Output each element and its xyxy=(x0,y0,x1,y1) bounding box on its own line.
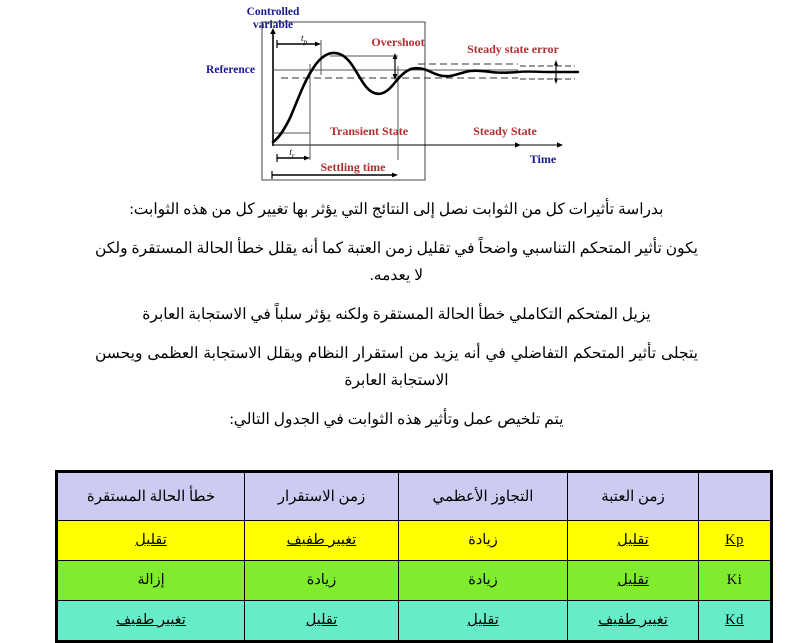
header-cell-settling-time: زمن الاستقرار xyxy=(245,472,399,521)
cell-kp-steady-state-error: تقليل xyxy=(57,521,245,561)
step-response-diagram xyxy=(0,0,793,190)
label-peak-time: $t_p$ xyxy=(301,33,308,46)
cell-kp-settling-time: تغيير طفيف xyxy=(245,521,399,561)
header-cell-overshoot: التجاوز الأعظمي xyxy=(399,472,568,521)
pid-effects-table-wrapper xyxy=(55,470,723,643)
label-controlled-variable-line1: Controlled xyxy=(247,6,300,18)
settling-arrow-head xyxy=(392,173,398,178)
label-transient-state: Transient State xyxy=(330,124,409,138)
table-row xyxy=(57,601,772,642)
cell-kp-overshoot: زيادة xyxy=(399,521,568,561)
header-cell-steady-state-error: خطأ الحالة المستقرة xyxy=(57,472,245,521)
table-row xyxy=(57,521,772,561)
step-response-figure xyxy=(0,0,793,190)
paragraph-5: يتم تلخيص عمل وتأثير هذه الثوابت في الجدول التالي: xyxy=(0,406,793,433)
paragraph-4: يتجلى تأثير المتحكم التفاضلي في أنه يزيد من استقرار النظام ويقلل الاستجابة العظمى ويحسن الاستجابة العابرة xyxy=(0,340,793,394)
cell-kd-rise-time: تغيير طفيف xyxy=(568,601,699,642)
pid-effects-table xyxy=(55,470,773,643)
label-controlled-variable-line2: variable xyxy=(253,19,293,31)
label-steady-state: Steady State xyxy=(473,124,537,138)
paragraph-1: بدراسة تأثيرات كل من الثوابت نصل إلى النتائج التي يؤثر بها تغيير كل من هذه الثوابت: xyxy=(0,196,793,223)
cell-ki-steady-state-error: إزالة xyxy=(57,561,245,601)
paragraph-3: يزيل المتحكم التكاملي خطأ الحالة المستقرة ولكنه يؤثر سلباً في الاستجابة العابرة xyxy=(0,301,793,328)
document-body xyxy=(0,196,793,445)
label-settling-time: Settling time xyxy=(321,160,387,174)
paragraph-2: يكون تأثير المتحكم التناسبي واضحاً في تقليل زمن العتبة كما أنه يقلل خطأ الحالة المستقرة ولكن لا يعدمه. xyxy=(0,235,793,289)
row-label-ki: Ki xyxy=(699,561,772,601)
cell-kd-settling-time: تقليل xyxy=(245,601,399,642)
cell-kd-steady-state-error: تغيير طفيف xyxy=(57,601,245,642)
cell-kp-rise-time: تقليل xyxy=(568,521,699,561)
label-rise-time: $t_r$ xyxy=(289,147,295,160)
cell-kd-overshoot: تقليل xyxy=(399,601,568,642)
header-cell-rise-time: زمن العتبة xyxy=(568,472,699,521)
table-header-row xyxy=(57,472,772,521)
label-reference: Reference xyxy=(206,64,255,76)
table-row xyxy=(57,561,772,601)
cell-ki-rise-time: تقليل xyxy=(568,561,699,601)
tp-arrow-head xyxy=(315,42,321,47)
label-overshoot: Overshoot xyxy=(371,35,424,49)
label-steady-state-error: Steady state error xyxy=(467,42,559,56)
row-label-kd: Kd xyxy=(699,601,772,642)
label-time-axis: Time xyxy=(530,152,557,166)
cell-ki-overshoot: زيادة xyxy=(399,561,568,601)
header-cell-empty xyxy=(699,472,772,521)
tr-arrow-head xyxy=(304,156,310,161)
row-label-kp: Kp xyxy=(699,521,772,561)
cell-ki-settling-time: زيادة xyxy=(245,561,399,601)
